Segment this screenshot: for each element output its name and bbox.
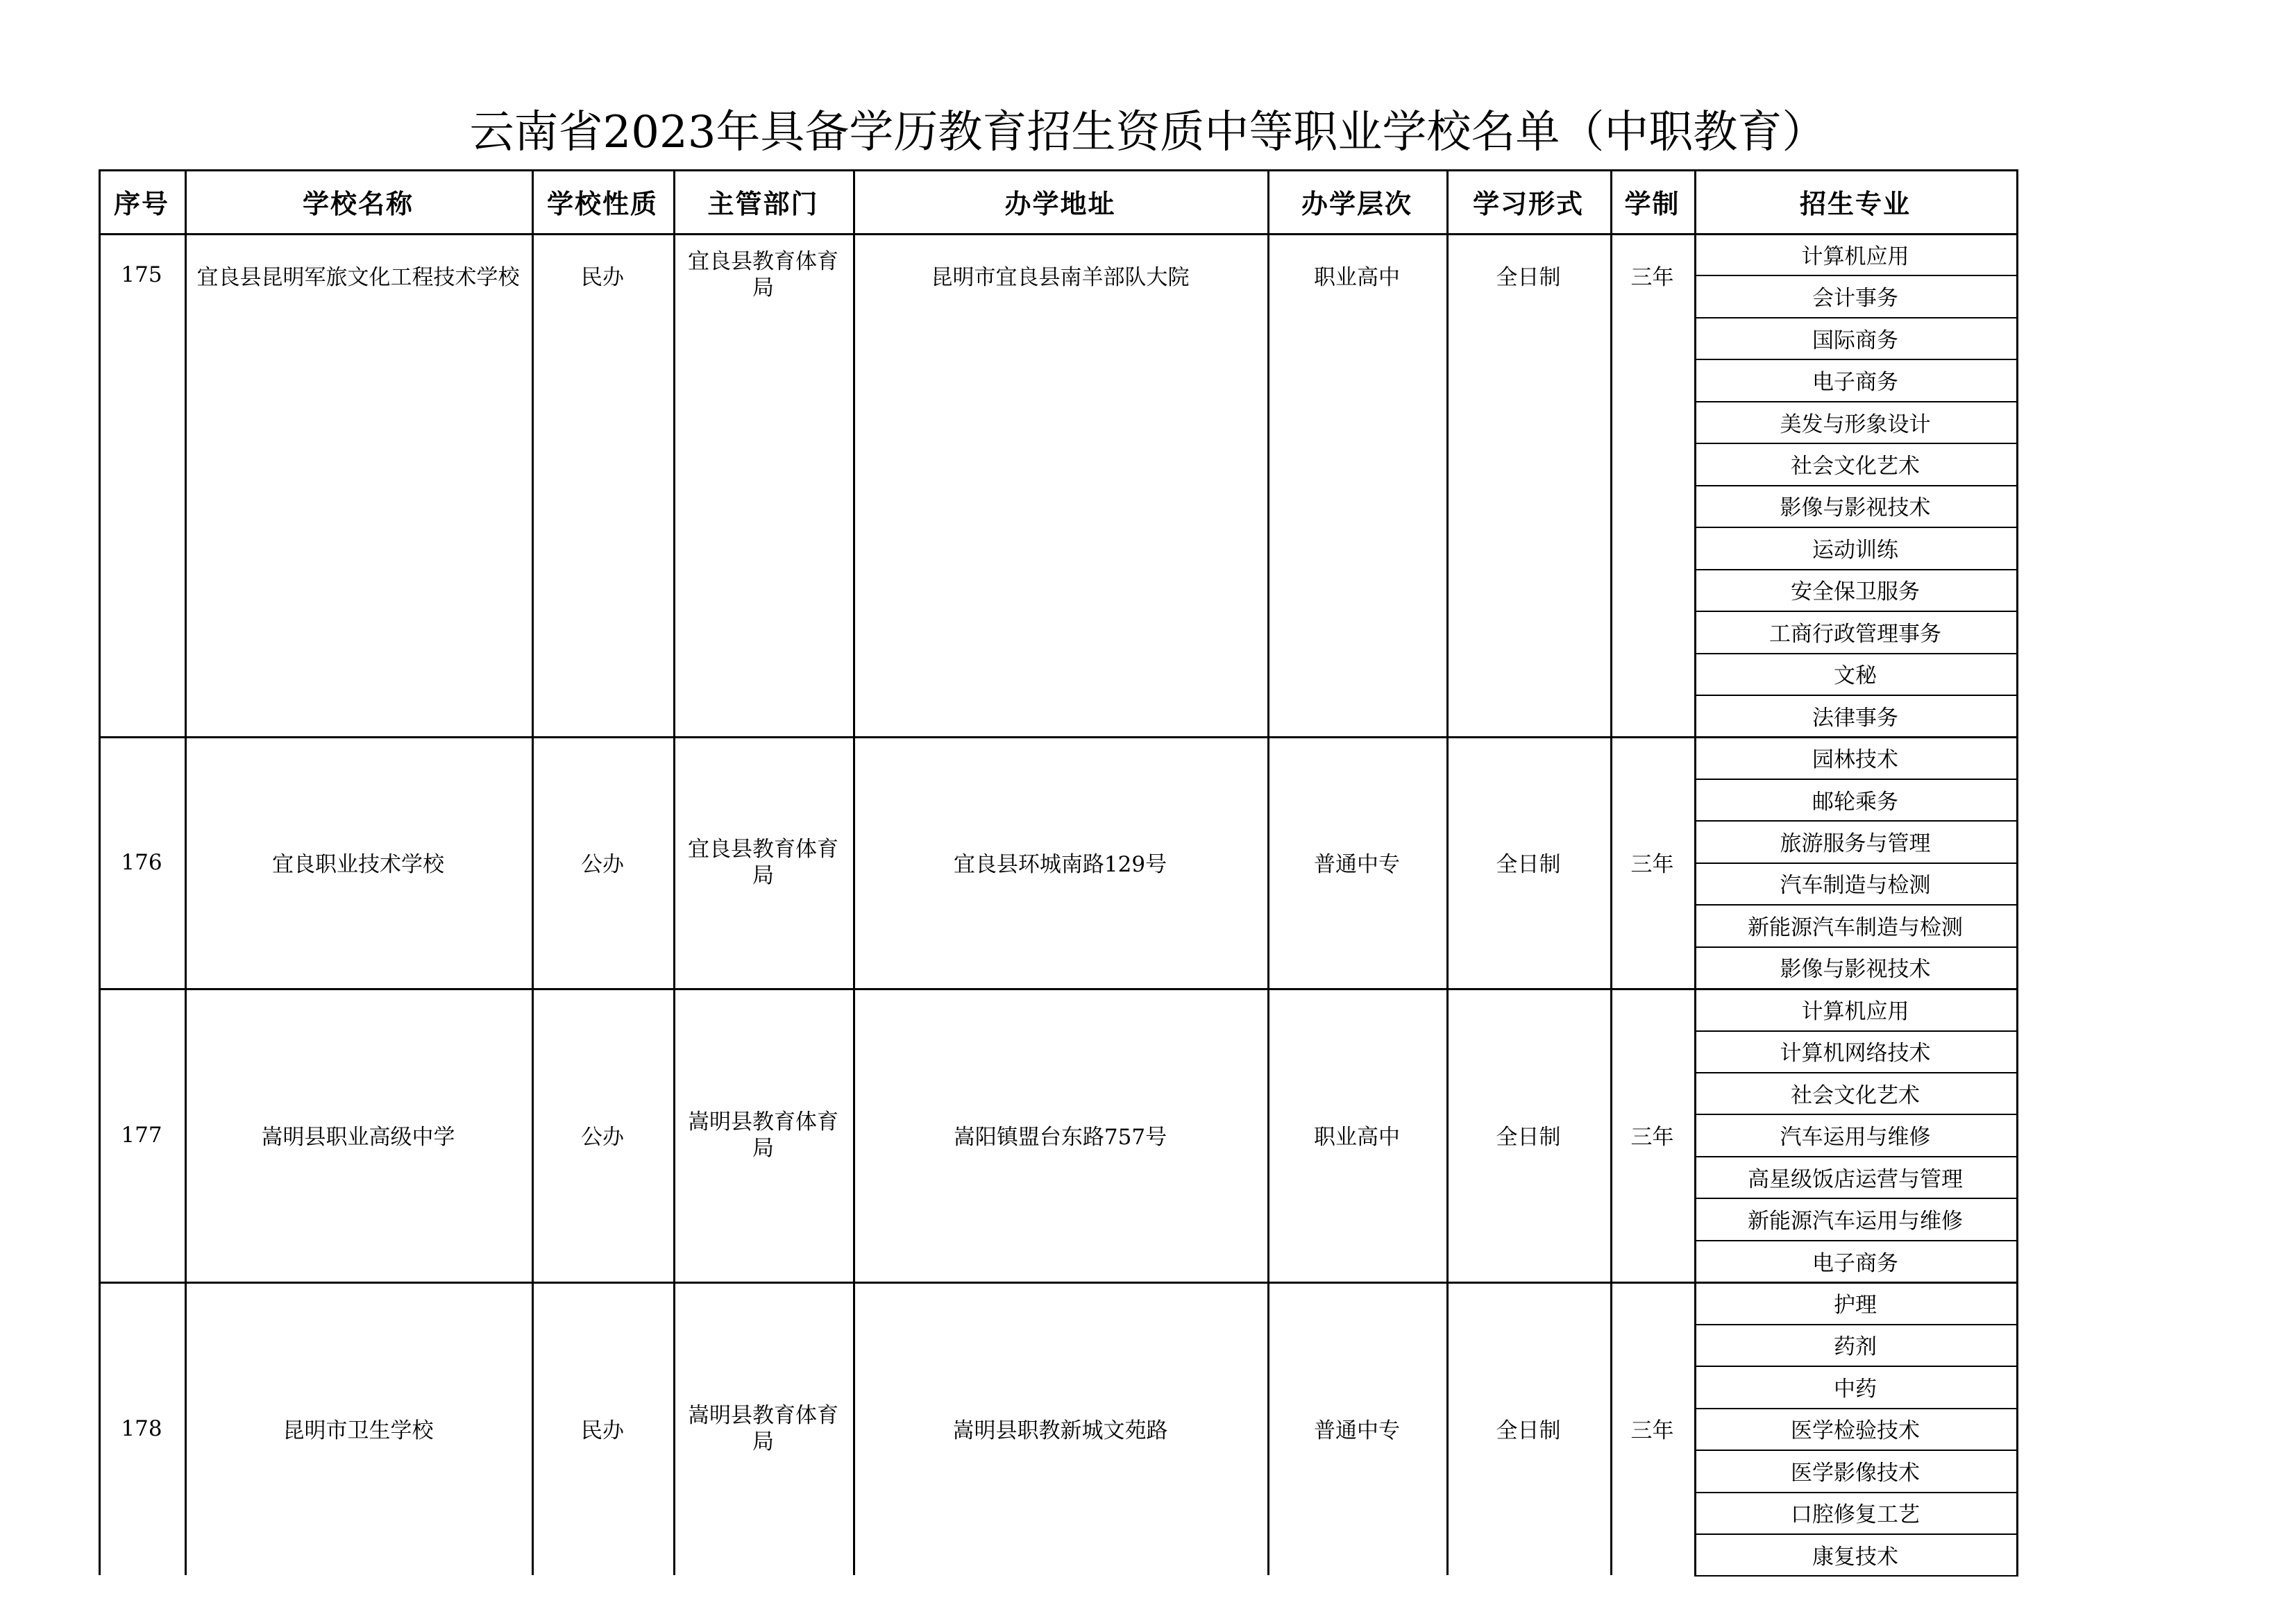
major-item: 新能源汽车运用与维修 [1748,1209,1963,1234]
school-study-mode: 全日制 [1496,1418,1561,1444]
school-school-name: 宜良职业技术学校 [272,852,444,878]
major-item: 计算机网络技术 [1780,1041,1931,1067]
school-duration: 三年 [1630,852,1674,878]
column-line-9 [2016,169,2018,1575]
major-item: 影像与影视技术 [1780,495,1931,521]
major-item: 电子商务 [1812,1250,1898,1276]
table-top-border [99,169,2018,171]
major-item: 护理 [1834,1292,1877,1318]
major-item: 中药 [1834,1376,1877,1402]
school-address: 昆明市宜良县南羊部队大院 [931,264,1190,290]
major-item: 旅游服务与管理 [1780,831,1931,857]
school-school-name: 嵩明县职业高级中学 [261,1125,455,1150]
major-item: 康复技术 [1812,1544,1898,1570]
school-seq-no: 176 [121,849,162,875]
header-duration: 学制 [1624,188,1680,219]
header-school-name: 学校名称 [302,188,414,219]
school-duration: 三年 [1630,264,1674,290]
major-item: 园林技术 [1812,747,1898,773]
major-item: 汽车运用与维修 [1780,1125,1931,1150]
major-item: 法律事务 [1812,705,1898,731]
school-school-name: 宜良县昆明军旅文化工程技术学校 [196,264,520,290]
school-duration: 三年 [1630,1418,1674,1444]
major-row-line [1694,1575,2018,1577]
school-study-mode: 全日制 [1496,852,1561,878]
header-study-mode: 学习形式 [1472,188,1584,219]
major-item: 社会文化艺术 [1791,453,1920,479]
school-department: 嵩明县教育体育局 [688,1402,838,1454]
major-item: 汽车制造与检测 [1780,873,1931,899]
major-item: 口腔修复工艺 [1791,1502,1920,1528]
major-item: 国际商务 [1812,328,1898,353]
school-seq-no: 178 [121,1416,162,1441]
school-level: 职业高中 [1314,1125,1400,1150]
school-level: 职业高中 [1314,264,1400,290]
major-item: 文秘 [1834,663,1877,689]
school-study-mode: 全日制 [1496,1125,1561,1150]
major-item: 影像与影视技术 [1780,957,1931,983]
header-school-type: 学校性质 [546,188,658,219]
school-school-type: 公办 [581,1125,624,1150]
major-item: 高星级饭店运营与管理 [1748,1166,1963,1192]
school-school-type: 公办 [581,852,624,878]
school-level: 普通中专 [1314,1418,1400,1444]
major-item: 计算机应用 [1801,244,1909,269]
school-seq-no: 175 [121,262,162,288]
major-item: 运动训练 [1812,537,1898,563]
header-majors: 招生专业 [1799,188,1911,219]
school-address: 嵩明县职教新城文苑路 [952,1418,1168,1444]
school-level: 普通中专 [1314,852,1400,878]
school-seq-no: 177 [121,1122,162,1148]
major-item: 美发与形象设计 [1780,411,1931,437]
major-item: 安全保卫服务 [1791,579,1920,605]
document-title: 云南省2023年具备学历教育招生资质中等职业学校名单（中职教育） [469,107,1827,158]
major-item: 药剂 [1834,1334,1877,1360]
major-item: 社会文化艺术 [1791,1082,1920,1108]
major-item: 计算机应用 [1801,999,1909,1024]
major-item: 医学检验技术 [1791,1418,1920,1444]
major-item: 医学影像技术 [1791,1460,1920,1486]
school-school-name: 昆明市卫生学校 [282,1418,434,1444]
school-address: 嵩阳镇盟台东路757号 [953,1125,1167,1150]
school-department: 宜良县教育体育局 [688,836,838,888]
header-seq-no: 序号 [113,188,169,219]
header-department: 主管部门 [707,188,819,219]
school-duration: 三年 [1630,1125,1674,1150]
major-item: 邮轮乘务 [1812,789,1898,815]
school-department: 嵩明县教育体育局 [688,1109,838,1161]
header-level: 办学层次 [1301,188,1412,219]
school-study-mode: 全日制 [1496,264,1561,290]
school-address: 宜良县环城南路129号 [953,852,1167,878]
major-item: 工商行政管理事务 [1769,621,1941,647]
school-school-type: 民办 [581,1418,624,1444]
school-school-type: 民办 [581,264,624,290]
major-item: 会计事务 [1812,286,1898,312]
major-item: 新能源汽车制造与检测 [1748,915,1963,940]
major-item: 电子商务 [1812,370,1898,396]
header-address: 办学地址 [1004,188,1116,219]
school-department: 宜良县教育体育局 [688,249,838,301]
